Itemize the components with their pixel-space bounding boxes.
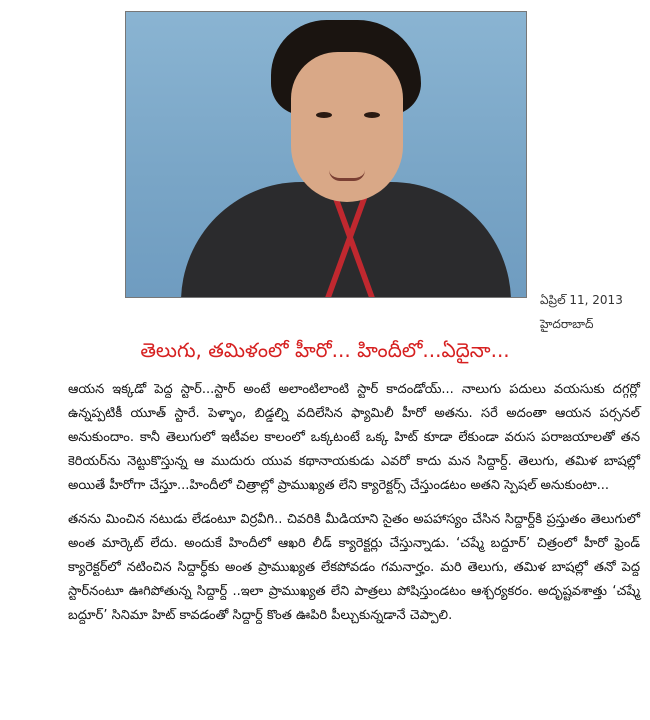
article-location: హైదరాబాద్ — [540, 317, 594, 331]
photo-eye-left — [316, 112, 332, 118]
article-paragraph: తనను మించిన నటుడు లేడంటూ విర్రవీగి.. చివరికి మీడియాని సైతం అపహాస్యం చేసిన సిద్దార్ద్‌కి ప్రస్తుతం తెలుగులో అంత మార్కెట్ లేదు. అందుకే హిందీలో ఆఖరి లీడ్ క్యారెక్టర్లు చేస్తున్నాడు. ‘చష్మే బద్దూర్’ చిత్రంలో హీరో ఫ్రెండ్ క్యారెక్టర్‌లో నటించిన సిద్దార్ధ్‌కు అంత ప్రాముఖ్యత లేకపోవడం గమనార్హం. మరి తెలుగు, తమిళ బాషల్లో తనో పెద్ద స్టార్‌నంటూ ఊగిపోతున్న సిద్దార్ద్ ..ఇలా ప్రాముఖ్యత లేని పాత్రలు పోషిస్తుండటం ఆశ్చర్యకరం. అదృష్టవశాత్తు ‘చష్మే బద్దూర్’ సినిమా హిట్ కావడంతో సిద్దార్ద్ కొంత ఊపిరి పీల్చుకున్నడానే చెప్పాలి. — [68, 512, 640, 623]
article-photo — [125, 11, 527, 298]
dateline — [540, 288, 623, 336]
article-body — [68, 378, 640, 638]
photo-eye-right — [364, 112, 380, 118]
article-paragraph: ఆయన ఇక్కడో పెద్ద స్టార్...స్టార్ అంటే అలాంటిలాంటి స్టార్ కాదండోయ్... నాలుగు పదులు వయసుకు దగ్గర్లో ఉన్నప్పటికీ యూత్ స్టారే. పెళ్ళాం, బిడ్డల్ని వదిలేసిన ఫ్యామిలీ హీరో అతను. సరే అదంతా ఆయన పర్సనల్ అనుకుందాం. కానీ తెలుగులో ఇటీవల కాలంలో ఒక్కటంటే ఒక్క హిట్ కూడా లేకుండా వరుస పరాజయాలతో తన కెరియర్‌ను నెట్టుకొస్తున్న ఆ ముదురు యువ కథానాయకుడు ఎవరో కాదు మన సిద్దార్ద్. తెలుగు, తమిళ బాషల్లో అయితే హీరోగా చేస్తూ...హిందీలో చిత్రాల్లో ప్రాముఖ్యత లేని క్యారెక్టర్స్ చేస్తుండటం అతని స్పెషల్ అనుకుంటా... — [68, 382, 640, 493]
article-headline: తెలుగు, తమిళంలో హీరో... హిందీలో...ఏదైనా... — [140, 338, 510, 362]
photo-mouth — [329, 170, 365, 181]
article-date: ఏప్రిల్ 11, 2013 — [540, 293, 623, 307]
